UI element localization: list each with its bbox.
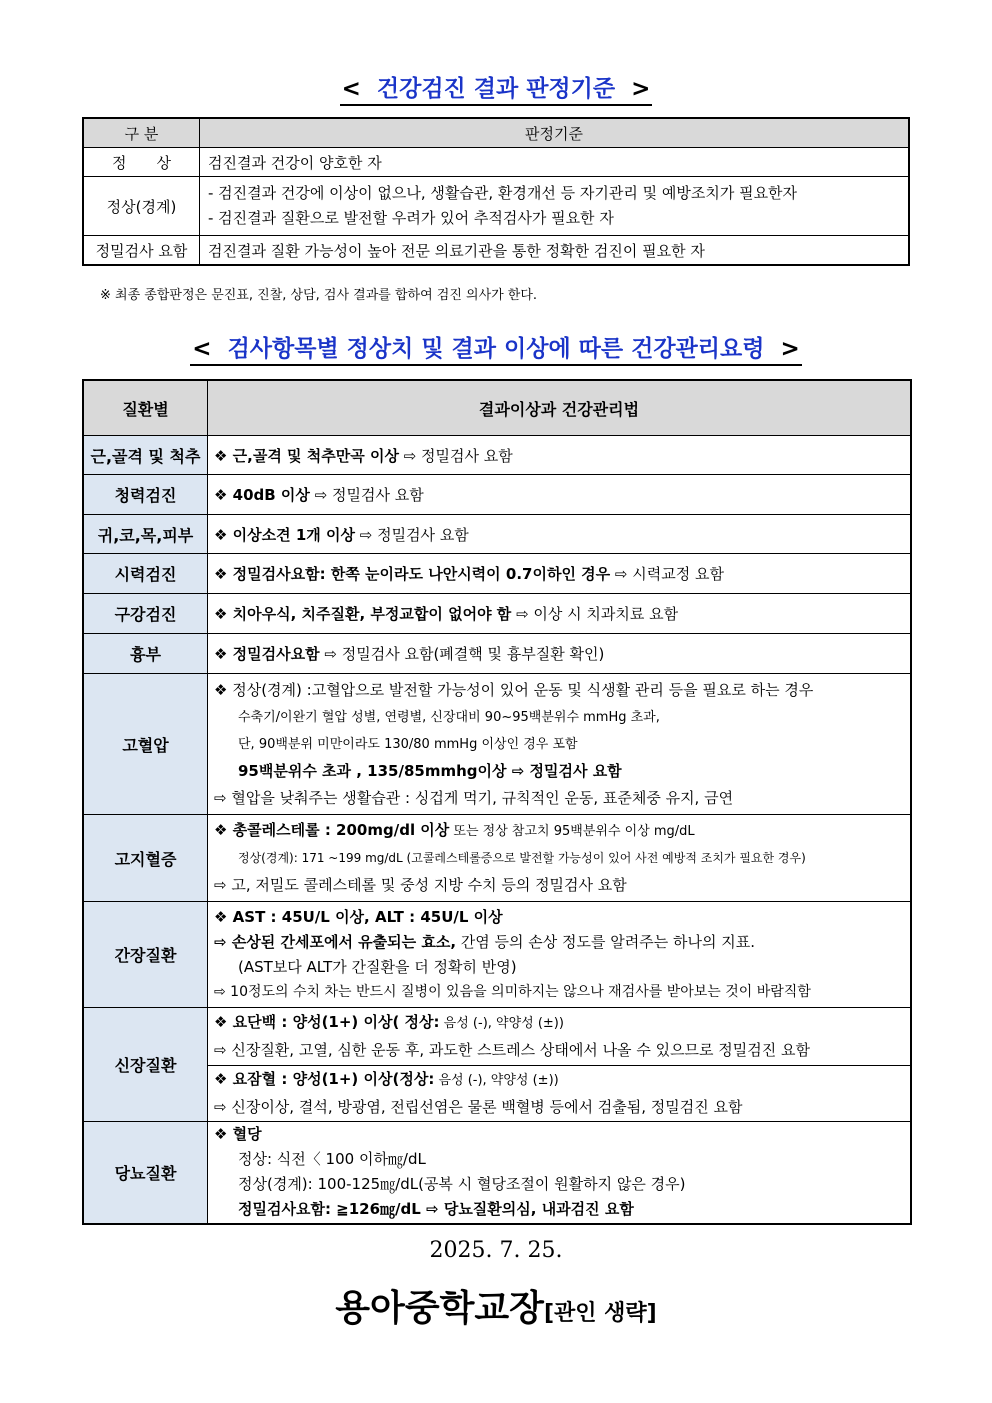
table-row xyxy=(83,1008,911,1066)
category-cell: 흉부 xyxy=(83,634,208,674)
category-cell: 귀,코,목,피부 xyxy=(83,515,208,554)
guide-cell: ❖ 근,골격 및 척추만곡 이상 ⇨ 정밀검사 요함 xyxy=(208,436,912,475)
table-row xyxy=(83,177,909,236)
guide-cell: ❖ 총콜레스테롤 : 200mg/dl 이상 또는 정상 참고치 95백분위수 이상 mg/dL 정상(경계): 171 ~199 mg/dL (고콜레스테롤증으로 발전할 가능성이 있어 사전 예방적 조치가 필요한 경우) ⇨ 고, 저밀도 콜레스테롤 및 중성 지방 수치 등의 정밀검사 요함 xyxy=(208,815,912,902)
table-row xyxy=(83,1066,911,1122)
table-row xyxy=(83,148,909,177)
table-row xyxy=(83,634,911,674)
category-cell: 시력검진 xyxy=(83,554,208,594)
table-row xyxy=(83,554,911,594)
date: 2025. 7. 25. xyxy=(429,1238,563,1263)
guide-cell: ❖ AST : 45U/L 이상, ALT : 45U/L 이상 ⇨ 손상된 간세포에서 유출되는 효소, 간염 등의 손상 정도를 알려주는 하나의 지표. (AST보다 ALT가 간질환을 더 정확히 반영) ⇨ 10정도의 수치 차는 반드시 질병이 있음을 의미하지는 않으나 재검사를 받아보는 것이 바람직함 xyxy=(208,902,912,1008)
table-row xyxy=(83,815,911,902)
row-label: 정밀검사 요함 xyxy=(83,236,200,266)
signature xyxy=(0,1280,992,1331)
header-guide: 결과이상과 건강관리법 xyxy=(208,380,912,436)
table-row xyxy=(83,236,909,266)
header-category: 구 분 xyxy=(83,118,200,148)
row-line: - 검진결과 질환으로 발전할 우려가 있어 추적검사가 필요한 자 xyxy=(208,209,614,227)
guide-cell: ❖ 요잠혈 : 양성(1+) 이상(정상: 음성 (-), 약양성 (±)) ⇨ 신장이상, 결석, 방광염, 전립선염은 물론 백혈병 등에서 검출됨, 정밀검진 요함 xyxy=(208,1066,912,1122)
table-row xyxy=(83,902,911,1008)
stamp-omitted: [관인 생략] xyxy=(543,1301,657,1326)
guide-cell: ❖ 40dB 이상 ⇨ 정밀검사 요함 xyxy=(208,475,912,515)
table-row xyxy=(83,674,911,815)
row-text: 검진결과 건강이 양호한 자 xyxy=(200,148,910,177)
category-cell: 근,골격 및 척추 xyxy=(83,436,208,475)
guide-cell: ❖ 치아우식, 치주질환, 부정교합이 없어야 함 ⇨ 이상 시 치과치료 요함 xyxy=(208,594,912,634)
guide-cell: ❖ 혈당 정상: 식전〈 100 이하㎎/dL 정상(경계): 100-125㎎/dL(공복 시 혈당조절이 원활하지 않은 경우) 정밀검사요함: ≧126㎎/dL ⇨ 당뇨질환의심, 내과검진 요함 xyxy=(208,1122,912,1224)
guide-title: < 검사항목별 정상치 및 결과 이상에 따른 건강관리요령 > xyxy=(0,330,992,363)
criteria-title: < 건강검진 결과 판정기준 > xyxy=(0,70,992,103)
row-text xyxy=(200,177,910,236)
category-cell: 간장질환 xyxy=(83,902,208,1008)
category-cell: 고혈압 xyxy=(83,674,208,815)
row-text: 검진결과 질환 가능성이 높아 전문 의료기관을 통한 정확한 검진이 필요한 자 xyxy=(200,236,910,266)
guide-cell: ❖ 이상소견 1개 이상 ⇨ 정밀검사 요함 xyxy=(208,515,912,554)
category-cell: 신장질환 xyxy=(83,1008,208,1122)
principal-name: 용아중학교장 xyxy=(335,1288,544,1329)
row-label: 정상(경계) xyxy=(83,177,200,236)
category-cell: 청력검진 xyxy=(83,475,208,515)
category-cell: 당뇨질환 xyxy=(83,1122,208,1224)
table-row xyxy=(83,475,911,515)
guide-cell: ❖ 요단백 : 양성(1+) 이상( 정상: 음성 (-), 약양성 (±)) ⇨ 신장질환, 고열, 심한 운동 후, 과도한 스트레스 상태에서 나올 수 있으므로 정밀검진 요함 xyxy=(208,1008,912,1066)
guide-table xyxy=(82,379,912,1225)
table-row xyxy=(83,515,911,554)
criteria-table xyxy=(82,117,910,266)
table-row xyxy=(83,436,911,475)
table-row xyxy=(83,594,911,634)
category-cell: 고지혈증 xyxy=(83,815,208,902)
category-cell: 구강검진 xyxy=(83,594,208,634)
header-disease: 질환별 xyxy=(83,380,208,436)
header-criteria: 판정기준 xyxy=(200,118,910,148)
table-row xyxy=(83,1122,911,1224)
guide-cell: ❖ 정밀검사요함 ⇨ 정밀검사 요함(폐결핵 및 흉부질환 확인) xyxy=(208,634,912,674)
guide-cell: ❖ 정밀검사요함: 한쪽 눈이라도 나안시력이 0.7이하인 경우 ⇨ 시력교정 요함 xyxy=(208,554,912,594)
row-line: - 검진결과 건강에 이상이 없으나, 생활습관, 환경개선 등 자기관리 및 예방조치가 필요한자 xyxy=(208,184,798,202)
row-label: 정 상 xyxy=(83,148,200,177)
guide-cell: ❖ 정상(경계) :고혈압으로 발전할 가능성이 있어 운동 및 식생활 관리 등을 필요로 하는 경우 수축기/이완기 혈압 성별, 연령별, 신장대비 90~95백분위수 mmHg 초과, 단, 90백분위 미만이라도 130/80 mmHg 이상인 경우 포함 95백분위수 초과 , 135/85mmhg이상 ⇨ 정밀검사 요함 ⇨ 혈압을 낮춰주는 생활습관 : 싱겁게 먹기, 규칙적인 운동, 표준체중 유지, 금연 xyxy=(208,674,912,815)
footnote: ※ 최종 종합판정은 문진표, 진찰, 상담, 검사 결과를 합하여 검진 의사가 한다. xyxy=(100,288,538,303)
